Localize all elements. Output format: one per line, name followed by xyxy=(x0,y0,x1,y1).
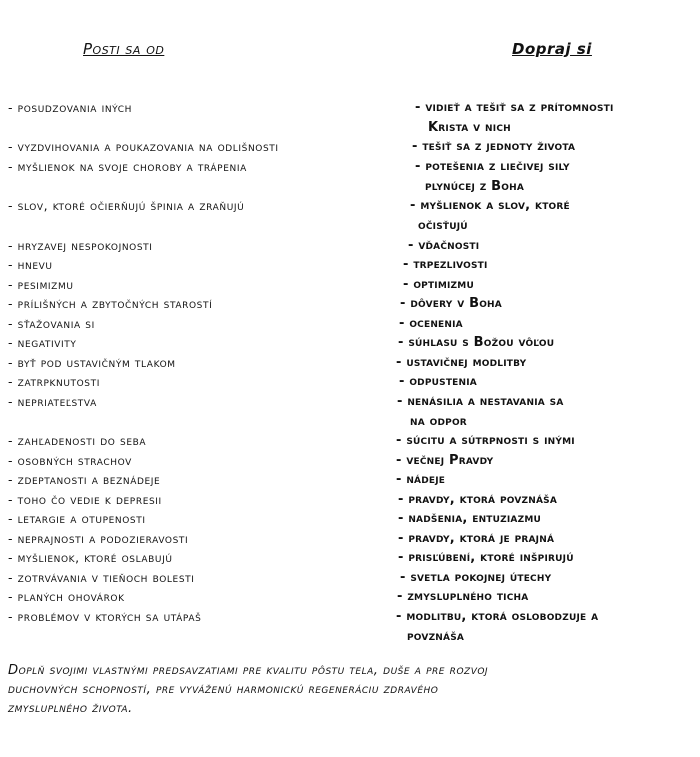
indulge-item: - pravdy, ktorá je prajná xyxy=(398,531,555,546)
list-row xyxy=(0,509,700,529)
abstain-item: - osobných strachov xyxy=(8,453,132,468)
footer-note xyxy=(8,661,688,718)
indulge-item: - pravdy, ktorá povznáša xyxy=(398,492,557,507)
indulge-item: - odpustenia xyxy=(399,374,477,389)
indulge-item: - modlitbu, ktorá oslobodzuje a xyxy=(396,609,599,624)
abstain-item: - posudzovania iných xyxy=(8,100,133,115)
indulge-item: - svetla pokojnej útechy xyxy=(400,570,552,585)
indulge-item: - potešenia z liečivej sily xyxy=(415,159,570,174)
indulge-item-continuation: na odpor xyxy=(410,414,467,429)
list-row xyxy=(0,568,700,588)
indulge-item: - súhlasu s Božou vôľou xyxy=(398,335,555,350)
indulge-item: - nenásilia a nestavania sa xyxy=(397,394,564,409)
indulge-item: - dôvery v Boha xyxy=(400,296,502,311)
indulge-item: - ocenenia xyxy=(399,316,463,331)
list-row xyxy=(0,98,700,118)
abstain-item: - hryzavej nespokojnosti xyxy=(8,238,153,253)
indulge-item-continuation: očisťujú xyxy=(418,218,468,233)
list-row xyxy=(0,392,700,412)
abstain-item: - prílišných a zbytočných starostí xyxy=(8,296,213,311)
list-row xyxy=(0,607,700,627)
list-row xyxy=(0,587,700,607)
indulge-item: - prisľúbení, ktoré inšpirujú xyxy=(398,550,574,565)
indulge-item: - zmysluplného ticha xyxy=(397,589,529,604)
list-row xyxy=(0,294,700,314)
abstain-item: - myšlienok na svoje choroby a trápenia xyxy=(8,159,247,174)
indulge-item-continuation: povznáša xyxy=(407,629,465,644)
abstain-item: - sťažovania si xyxy=(8,316,95,331)
list-row xyxy=(0,137,700,157)
list-row xyxy=(0,157,700,177)
right-column-heading: Dopraj si xyxy=(512,40,592,58)
list-row xyxy=(0,353,700,373)
left-column-heading: Posti sa od xyxy=(83,40,165,58)
abstain-item: - zdeptanosti a beznádeje xyxy=(8,472,161,487)
abstain-item: - vyzdvihovania a poukazovania na odlišnosti xyxy=(8,139,279,154)
indulge-item: - nadšenia, entuziazmu xyxy=(398,511,541,526)
list-row xyxy=(0,333,700,353)
indulge-item-continuation: Krista v nich xyxy=(428,120,511,135)
abstain-item: - zahľadenosti do seba xyxy=(8,433,147,448)
indulge-item-continuation: plynúcej z Boha xyxy=(425,179,525,194)
list-row xyxy=(0,451,700,471)
list-row xyxy=(0,548,700,568)
list-row xyxy=(0,431,700,451)
list-row xyxy=(0,529,700,549)
list-row xyxy=(0,275,700,295)
abstain-item: - pesimizmu xyxy=(8,277,74,292)
footer-line-1: Doplň svojimi vlastnými predsavzatiami pre kvalitu pôstu tela, duše a pre rozvoj xyxy=(8,663,489,678)
indulge-item: - myšlienok a slov, ktoré xyxy=(410,198,570,213)
indulge-item: - súcitu a sútrpnosti s inými xyxy=(396,433,575,448)
abstain-item: - toho čo vedie k depresii xyxy=(8,492,162,507)
abstain-item: - problémov v ktorých sa utápaš xyxy=(8,609,202,624)
footer-line-3: zmysluplného života. xyxy=(8,701,133,716)
abstain-item: - myšlienok, ktoré oslabujú xyxy=(8,550,173,565)
abstain-item: - zatrpknutosti xyxy=(8,374,100,389)
list-row xyxy=(0,255,700,275)
indulge-item: - ustavičnej modlitby xyxy=(396,355,527,370)
abstain-item: - nepriateľstva xyxy=(8,394,97,409)
abstain-item: - planých ohovárok xyxy=(8,589,125,604)
abstain-item: - letargie a otupenosti xyxy=(8,511,146,526)
footer-line-2: duchovných schopností, pre vyváženú harmonickú regeneráciu zdravého xyxy=(8,682,439,697)
abstain-item: - neprajnosti a podozieravosti xyxy=(8,531,189,546)
indulge-item: - tešiť sa z jednoty života xyxy=(412,139,576,154)
indulge-item: - trpezlivosti xyxy=(403,257,488,272)
abstain-item: - zotrvávania v tieňoch bolesti xyxy=(8,570,195,585)
indulge-item: - vďačnosti xyxy=(408,238,480,253)
list-row xyxy=(0,372,700,392)
abstain-item: - byť pod ustavičným tlakom xyxy=(8,355,176,370)
abstain-item: - hnevu xyxy=(8,257,53,272)
indulge-item: - optimizmu xyxy=(403,277,474,292)
abstain-item: - slov, ktoré očierňujú špinia a zraňujú xyxy=(8,198,245,213)
abstain-item: - negativity xyxy=(8,335,77,350)
list-row xyxy=(0,196,700,216)
list-row xyxy=(0,314,700,334)
indulge-item: - nádeje xyxy=(396,472,446,487)
indulge-item: - vidieť a tešiť sa z prítomnosti xyxy=(415,100,614,115)
list-row xyxy=(0,470,700,490)
list-row xyxy=(0,490,700,510)
list-row xyxy=(0,236,700,256)
indulge-item: - večnej Pravdy xyxy=(396,453,494,468)
